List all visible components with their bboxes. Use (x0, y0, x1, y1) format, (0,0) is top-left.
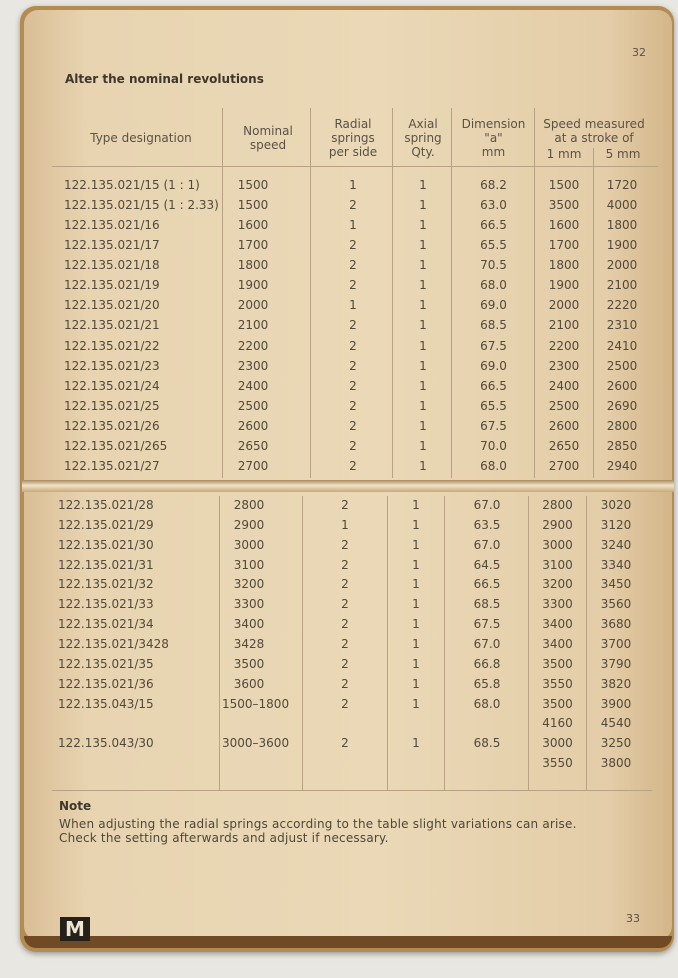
header-stroke-1mm: 1 mm (546, 147, 582, 161)
header-axial-3: Qty. (411, 145, 435, 159)
cell-s5: 2600 (606, 378, 638, 393)
cell-axial: 1 (419, 238, 427, 253)
cell-s1: 1500 (548, 178, 580, 192)
cell-nominal: 3428 (233, 636, 265, 651)
cell-type: 122.135.021/22 (64, 338, 160, 353)
cell-nominal: 2200 (237, 338, 269, 353)
cell-s1: 3200 (542, 577, 573, 592)
header-dimension-2: "a" (484, 131, 503, 145)
cell-radial: 1 (341, 517, 349, 532)
cell-dim: 67.0 (473, 498, 501, 512)
header-axial-2: spring (404, 131, 442, 145)
cell-s5: 2500 (606, 358, 638, 373)
cell-nominal: 3600 (233, 676, 265, 691)
cell-s5: 3680 (600, 617, 632, 632)
cell-s5: 2220 (606, 298, 638, 313)
cell-s5: 3820 (600, 676, 632, 691)
cell-nominal: 2000 (237, 298, 269, 313)
cell-axial: 1 (412, 696, 420, 711)
cell-type: 122.135.043/15 (58, 696, 154, 711)
header-dimension-1: Dimension (461, 117, 526, 131)
cell-axial: 1 (419, 458, 427, 473)
cell-s1: 3500 (542, 696, 573, 711)
cell-radial: 2 (341, 557, 349, 572)
cell-dim: 70.5 (480, 258, 507, 273)
cell-axial: 1 (412, 537, 420, 552)
cell-nominal: 1500–1800 (222, 696, 290, 711)
cell-s5: 2690 (606, 398, 638, 413)
cell-type: 122.135.021/16 (64, 218, 160, 233)
cell-type: 122.135.021/21 (64, 318, 160, 333)
cell-s5: 1900 (606, 238, 638, 253)
cell-s5: 2800 (606, 418, 638, 433)
cell-s5: 2410 (606, 338, 638, 353)
cell-axial: 1 (412, 676, 420, 691)
cell-dim: 66.5 (473, 577, 501, 592)
cell-radial: 2 (341, 617, 349, 632)
cell-s1: 2800 (542, 498, 573, 512)
cell-s1: 2000 (548, 298, 580, 313)
cell-axial: 1 (419, 198, 427, 213)
cell-dim: 67.5 (480, 418, 507, 433)
header-speed-1: Speed measured (543, 117, 645, 131)
cell-radial: 2 (349, 378, 357, 393)
header-speed-2: at a stroke of (554, 131, 634, 145)
cell-nominal: 1700 (237, 238, 269, 253)
header-radial-3: per side (328, 145, 378, 159)
cell-s5: 2100 (606, 278, 638, 293)
cell-radial: 2 (349, 318, 357, 333)
cell-s1: 3550 (542, 676, 573, 691)
cell-dim: 68.0 (480, 278, 507, 293)
cell-s1: 2400 (548, 378, 580, 393)
cell-nominal: 2500 (237, 398, 269, 413)
cell-type: 122.135.021/23 (64, 358, 160, 373)
cell-radial: 2 (349, 438, 357, 453)
cell-radial: 2 (349, 258, 357, 273)
cell-s1: 3500 (542, 656, 573, 671)
cell-axial: 1 (412, 617, 420, 632)
cell-dim: 68.5 (473, 597, 501, 612)
cell-radial: 2 (341, 656, 349, 671)
cell-radial: 2 (341, 537, 349, 552)
cell-s1: 2300 (548, 358, 580, 373)
cell-axial: 1 (419, 358, 427, 373)
cell-dim: 63.0 (480, 198, 507, 213)
cell-s1: 3000 (542, 537, 573, 552)
cell-type: 122.135.021/26 (64, 418, 160, 433)
header-nominal-1: Nominal (243, 124, 293, 138)
cell-radial: 2 (341, 636, 349, 651)
cell-axial: 1 (412, 736, 420, 751)
cell-axial: 1 (419, 418, 427, 433)
cell-axial: 1 (419, 178, 427, 192)
cell-s5: 4540 (600, 716, 632, 731)
cell-dim: 68.2 (480, 178, 507, 192)
cell-type: 122.135.021/3428 (58, 636, 169, 651)
cell-dim: 64.5 (473, 557, 501, 572)
cell-dim: 68.0 (473, 696, 501, 711)
cell-s1: 1800 (548, 258, 580, 273)
note-line-2: Check the setting afterwards and adjust if necessary. (59, 831, 389, 845)
cell-s5: 4000 (606, 198, 638, 213)
cell-nominal: 2400 (237, 378, 269, 393)
cell-type: 122.135.021/27 (64, 458, 160, 473)
cell-radial: 2 (349, 198, 357, 213)
cell-type: 122.135.021/19 (64, 278, 160, 293)
cell-nominal: 3100 (233, 557, 265, 572)
cell-s5: 3120 (600, 517, 632, 532)
cell-type: 122.135.021/25 (64, 398, 160, 413)
cell-s1: 2700 (548, 458, 580, 473)
cell-dim: 68.0 (480, 458, 507, 473)
header-radial-2: springs (331, 131, 375, 145)
cell-s5: 3250 (600, 736, 632, 751)
page-heading: Alter the nominal revolutions (65, 72, 264, 86)
page-fold (22, 480, 674, 492)
cell-nominal: 2600 (237, 418, 269, 433)
cell-radial: 2 (349, 398, 357, 413)
cell-radial: 2 (341, 498, 349, 512)
cell-axial: 1 (419, 278, 427, 293)
cell-dim: 68.5 (473, 736, 501, 751)
cell-type: 122.135.021/34 (58, 617, 154, 632)
cell-s1: 3400 (542, 617, 573, 632)
page-number-bottom: 33 (626, 912, 640, 925)
cell-dim: 67.5 (473, 617, 501, 632)
cell-nominal: 1500 (237, 198, 269, 213)
header-stroke-5mm: 5 mm (605, 147, 641, 161)
cell-nominal: 1900 (237, 278, 269, 293)
cell-s1: 2500 (548, 398, 580, 413)
cell-dim: 70.0 (480, 438, 507, 453)
cell-nominal: 3300 (233, 597, 265, 612)
cell-type: 122.135.021/18 (64, 258, 160, 273)
cell-s1: 3550 (542, 756, 573, 771)
cell-s5: 2310 (606, 318, 638, 333)
cell-type: 122.135.021/29 (58, 517, 154, 532)
cell-nominal: 2900 (233, 517, 265, 532)
cell-s1: 3500 (548, 198, 580, 213)
cell-type: 122.135.043/30 (58, 736, 154, 751)
cell-s1: 1700 (548, 238, 580, 253)
cell-nominal: 2100 (237, 318, 269, 333)
cell-s5: 1800 (606, 218, 638, 233)
cell-nominal: 1600 (237, 218, 269, 233)
book-edge (24, 936, 672, 948)
cell-dim: 67.0 (473, 636, 501, 651)
cell-s1: 3400 (542, 636, 573, 651)
cell-s1: 2650 (548, 438, 580, 453)
page-number-top: 32 (632, 46, 646, 59)
cell-axial: 1 (419, 318, 427, 333)
cell-dim: 65.5 (480, 398, 507, 413)
cell-s1: 3000 (542, 736, 573, 751)
cell-type: 122.135.021/32 (58, 577, 154, 592)
cell-dim: 68.5 (480, 318, 507, 333)
cell-axial: 1 (412, 597, 420, 612)
table-bottom-rule (52, 790, 652, 791)
cell-type: 122.135.021/35 (58, 656, 154, 671)
cell-axial: 1 (419, 258, 427, 273)
cell-s5: 3240 (600, 537, 632, 552)
note-line-1: When adjusting the radial springs according to the table slight variations can arise. (59, 817, 577, 831)
cell-radial: 2 (349, 458, 357, 473)
cell-s5: 3020 (600, 498, 632, 512)
cell-nominal: 3000–3600 (222, 736, 290, 751)
cell-s5: 1720 (606, 178, 638, 192)
header-type: Type designation (90, 131, 192, 145)
cell-radial: 1 (349, 298, 357, 313)
cell-dim: 65.5 (480, 238, 507, 253)
cell-dim: 65.8 (473, 676, 501, 691)
cell-radial: 2 (349, 238, 357, 253)
header-dimension-3: mm (481, 145, 506, 159)
cell-s1: 1900 (548, 278, 580, 293)
cell-s1: 2100 (548, 318, 580, 333)
cell-s5: 3340 (600, 557, 632, 572)
cell-type: 122.135.021/24 (64, 378, 160, 393)
cell-s1: 2900 (542, 517, 573, 532)
cell-type: 122.135.021/15 (1 : 1) (64, 178, 200, 192)
cell-dim: 67.5 (480, 338, 507, 353)
cell-nominal: 1800 (237, 258, 269, 273)
cell-s5: 3450 (600, 577, 632, 592)
cell-axial: 1 (412, 557, 420, 572)
cell-s1: 2600 (548, 418, 580, 433)
cell-radial: 2 (349, 418, 357, 433)
cell-axial: 1 (412, 498, 420, 512)
cell-radial: 2 (341, 577, 349, 592)
cell-dim: 63.5 (473, 517, 501, 532)
cell-type: 122.135.021/36 (58, 676, 154, 691)
cell-axial: 1 (419, 378, 427, 393)
cell-s1: 3100 (542, 557, 573, 572)
cell-axial: 1 (412, 577, 420, 592)
cell-nominal: 1500 (237, 178, 269, 192)
cell-axial: 1 (419, 438, 427, 453)
cell-nominal: 3400 (233, 617, 265, 632)
cell-radial: 2 (341, 696, 349, 711)
cell-axial: 1 (419, 298, 427, 313)
cell-type: 122.135.021/17 (64, 238, 160, 253)
col-divider (222, 108, 223, 478)
cell-axial: 1 (412, 636, 420, 651)
cell-dim: 66.8 (473, 656, 501, 671)
cell-axial: 1 (412, 517, 420, 532)
cell-s5: 3800 (600, 756, 632, 771)
cell-radial: 2 (349, 338, 357, 353)
cell-s5: 2940 (606, 458, 638, 473)
cell-dim: 66.5 (480, 218, 507, 233)
cell-dim: 67.0 (473, 537, 501, 552)
cell-type: 122.135.021/31 (58, 557, 154, 572)
cell-type: 122.135.021/28 (58, 498, 154, 512)
cell-nominal: 2800 (233, 498, 265, 512)
cell-s5: 2000 (606, 258, 638, 273)
cell-nominal: 3200 (233, 577, 265, 592)
cell-s1: 3300 (542, 597, 573, 612)
cell-dim: 69.0 (480, 298, 507, 313)
page-33 (24, 488, 672, 940)
cell-dim: 66.5 (480, 378, 507, 393)
cell-s5: 2850 (606, 438, 638, 453)
cell-nominal: 2300 (237, 358, 269, 373)
header-axial-1: Axial (408, 117, 438, 131)
cell-s5: 3700 (600, 636, 632, 651)
header-nominal-2: speed (249, 138, 287, 152)
cell-type: 122.135.021/30 (58, 537, 154, 552)
col-divider (310, 108, 311, 478)
cell-s5: 3560 (600, 597, 632, 612)
cell-s1: 4160 (542, 716, 573, 731)
cell-s5: 3900 (600, 696, 632, 711)
cell-s1: 1600 (548, 218, 580, 233)
cell-radial: 2 (341, 736, 349, 751)
header-rule (52, 166, 658, 167)
cell-type: 122.135.021/33 (58, 597, 154, 612)
m-logo: M (60, 917, 90, 941)
cell-type: 122.135.021/15 (1 : 2.33) (64, 198, 219, 213)
cell-s5: 3790 (600, 656, 632, 671)
cell-axial: 1 (419, 338, 427, 353)
cell-axial: 1 (419, 398, 427, 413)
cell-radial: 2 (341, 597, 349, 612)
col-divider (219, 496, 220, 790)
cell-s1: 2200 (548, 338, 580, 353)
cell-radial: 2 (349, 278, 357, 293)
note-title: Note (59, 799, 92, 813)
cell-radial: 2 (349, 358, 357, 373)
cell-nominal: 2700 (237, 458, 269, 473)
cell-type: 122.135.021/265 (64, 438, 168, 453)
cell-radial: 2 (341, 676, 349, 691)
header-radial-1: Radial (334, 117, 372, 131)
cell-nominal: 2650 (237, 438, 269, 453)
cell-nominal: 3000 (233, 537, 265, 552)
cell-radial: 1 (349, 178, 357, 192)
cell-axial: 1 (419, 218, 427, 233)
cell-dim: 69.0 (480, 358, 507, 373)
cell-axial: 1 (412, 656, 420, 671)
cell-nominal: 3500 (233, 656, 265, 671)
cell-radial: 1 (349, 218, 357, 233)
cell-type: 122.135.021/20 (64, 298, 160, 313)
